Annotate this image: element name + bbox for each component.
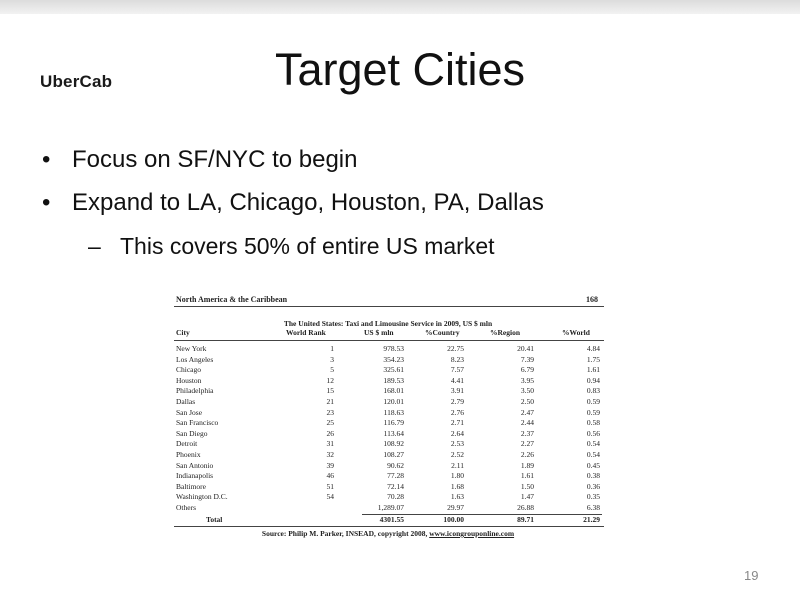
top-bar [0,0,800,14]
table-rule [174,306,604,307]
page-number: 19 [744,568,759,583]
table-cell: 89.71 [517,514,534,524]
table-cell: 46 [326,471,334,481]
table-cell: 5 [330,365,334,375]
table-cell: 3.95 [520,375,534,385]
table-cell: Houston [176,375,202,385]
table-cell: 51 [326,481,334,491]
table-cell: 0.58 [586,418,600,428]
table-cell: 21.29 [583,514,600,524]
table-cell: 23 [326,407,334,417]
table-cell: 7.57 [450,365,464,375]
table-rule [174,340,604,341]
table-cell: 118.63 [383,407,404,417]
table-rule [174,526,604,527]
bullet-dot-icon: • [42,189,51,216]
table-cell: 31 [326,439,334,449]
table-header: %Country [425,328,460,337]
table-cell: 2.64 [450,428,464,438]
table-cell: 70.28 [387,492,404,502]
table-cell: 0.54 [586,439,600,449]
bullet-dot-icon: • [42,146,51,173]
table-cell: 354.23 [383,354,404,364]
table-cell: 90.62 [387,460,404,470]
table-cell: 0.59 [586,407,600,417]
table-cell: 116.79 [383,418,404,428]
table-header: City [176,328,190,337]
table-cell: 21 [326,397,334,406]
table-cell: 120.01 [383,397,404,406]
table-cell: 0.38 [586,471,600,481]
bullet-text: Expand to LA, Chicago, Houston, PA, Dallas [72,189,544,216]
table-cell: 26 [326,428,334,438]
table-cell: 3.91 [450,386,464,396]
table-cell: 8.23 [450,354,464,364]
table-cell: 978.53 [383,344,404,353]
table-header: US $ mln [364,328,394,337]
table-cell: 1.50 [520,481,534,491]
table-cell: 0.35 [586,492,600,502]
table-cell: 25 [326,418,334,428]
table-cell: 0.59 [586,397,600,406]
table-cell: 6.79 [520,365,534,375]
table-cell: Total [206,514,223,524]
table-cell: 7.39 [520,354,534,364]
table-cell: San Francisco [176,418,219,428]
table-cell: Los Angeles [176,354,214,364]
table-cell: New York [176,344,207,353]
table-cell: 1 [330,344,334,353]
source-link: www.icongrouponline.com [429,529,515,538]
table-cell: San Diego [176,428,208,438]
table-cell: 0.83 [586,386,600,396]
table-cell: 113.64 [383,428,404,438]
table-header: World Rank [286,328,326,337]
table-page-ref: 168 [586,295,598,304]
table-cell: 2.47 [520,407,534,417]
table-cell: 3 [330,354,334,364]
slide-title: Target Cities [274,44,526,95]
table-cell: 1.61 [586,365,600,375]
dash-icon: – [88,233,101,259]
table-cell: 6.38 [586,503,600,512]
table-cell: Baltimore [176,481,206,491]
table-cell: 3.50 [520,386,534,396]
table-cell: 0.94 [586,375,600,385]
table-region-label: North America & the Caribbean [176,295,288,304]
table-cell: 1.68 [450,481,464,491]
table-cell: 2.26 [520,450,534,459]
table-title: The United States: Taxi and Limousine Service in 2009, US $ mln [283,319,493,328]
table-cell: Washington D.C. [176,492,228,502]
source-text: Source: Philip M. Parker, INSEAD, copyright 2008, [261,529,428,538]
table-cell: 2.76 [450,407,464,417]
table-cell: Dallas [176,397,196,406]
table-cell: 2.53 [450,439,464,449]
table-cell: San Jose [176,407,203,417]
table-cell: 4.84 [586,344,600,353]
table-cell: 0.56 [586,428,600,438]
table-cell: Others [176,503,196,512]
table-cell: 2.50 [520,397,534,406]
table-cell: 189.53 [383,375,404,385]
table-header: %World [562,328,590,337]
market-table-image [172,294,604,542]
table-cell: 32 [326,450,334,459]
table-cell: 1.89 [520,460,534,470]
table-cell: 100.00 [443,514,464,524]
table-cell: 1.75 [586,354,600,364]
table-cell: 2.52 [450,450,464,459]
table-cell: 168.01 [383,386,404,396]
table-cell: 72.14 [387,481,404,491]
table-cell: 1.47 [520,492,534,502]
table-cell: 0.45 [586,460,600,470]
table-cell: 1.63 [450,492,464,502]
table-cell: 1,289.07 [377,503,404,512]
table-cell: 0.54 [586,450,600,459]
table-cell: Chicago [176,365,201,375]
brand-logo: UberCab [40,72,113,91]
table-header: %Region [490,328,520,337]
table-cell: 20.41 [517,344,534,353]
table-cell: 2.79 [450,397,464,406]
table-cell: 4301.55 [379,514,404,524]
table-cell: 2.27 [520,439,534,449]
table-cell: 15 [326,386,334,396]
table-cell: San Antonio [176,460,214,470]
table-cell: 2.44 [520,418,534,428]
table-cell: 325.61 [383,365,404,375]
table-cell: Indianapolis [176,471,214,481]
table-cell: 1.80 [450,471,464,481]
table-cell: Philadelphia [176,386,214,396]
table-source [172,529,604,538]
table-cell: 12 [326,375,334,385]
sub-bullet-text: This covers 50% of entire US market [120,233,495,259]
table-cell: Detroit [176,439,198,449]
table-cell: 26.88 [517,503,534,512]
table-cell: 77.28 [387,471,404,481]
table-cell: 0.36 [586,481,600,491]
table-cell: 108.27 [383,450,404,459]
table-cell: 2.11 [451,460,464,470]
table-cell: 2.71 [450,418,464,428]
table-cell: 4.41 [450,375,464,385]
table-cell: 1.61 [520,471,534,481]
table-cell: 2.37 [520,428,534,438]
table-cell: 29.97 [447,503,464,512]
table-cell: 54 [326,492,334,502]
table-cell: 39 [326,460,334,470]
table-cell: 22.75 [447,344,464,353]
bullet-text: Focus on SF/NYC to begin [72,146,358,173]
table-cell: Phoenix [176,450,201,459]
table-cell: 108.92 [383,439,404,449]
